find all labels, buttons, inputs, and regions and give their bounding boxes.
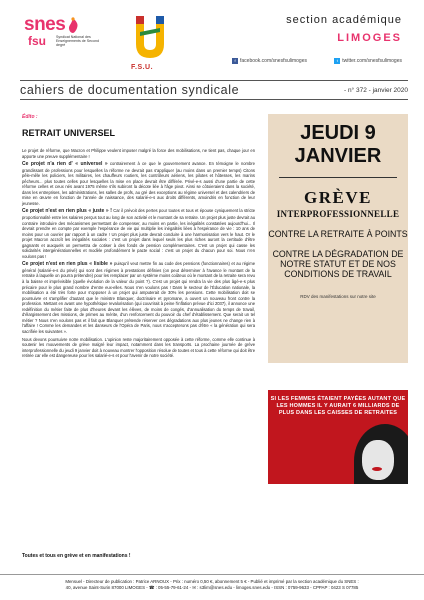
- strike-date: JEUDI 9 JANVIER: [294, 122, 382, 167]
- article-body: [22, 148, 255, 359]
- twitter-link[interactable]: [334, 58, 402, 64]
- strike-subtitle: INTERPROFESSIONNELLE: [276, 209, 400, 219]
- publication-title: cahiers de documentation syndicale: [20, 83, 240, 97]
- syndicat-caption: Syndicat National des Enseignements de Second degré: [56, 35, 99, 48]
- closing-line: Toutes et tous en grève et en manifestations !: [22, 553, 131, 559]
- flame-icon: [66, 16, 80, 34]
- publication-titlebar: [20, 80, 408, 100]
- paragraph-2: [22, 161, 255, 206]
- paragraph-3: [22, 208, 255, 259]
- strike-announcement: [268, 114, 408, 363]
- paragraph-2-lead: Ce projet n'a rien d' « universel »: [22, 161, 108, 168]
- section-label: section académique: [286, 14, 402, 26]
- equal-pay-box: [268, 390, 408, 484]
- limoges-label: LIMOGES: [337, 32, 402, 44]
- paragraph-4-text: puisqu'il veut mettre fin au code des pensions (fonctionnaires) et au régime général (salarié-e-s du privé) qui sont des régimes à prestations définies (on peut déterminer à l'avance le montant de la retraite à laquelle on pourra prétendre) pour les remplacer par un système moins coûteux où le montant de la retraite sera revu à la baisse et imprévisible (quelle évolution de la valeur du point ?). C'est un projet qui rendra la vie des plus âgé-e-s plus précaire pour le plus grand nombre d'entre eux-elles. Nous n'en voulons pas ! Dans le secteur de l'Éducation nationale, la mobilisation a été très forte pour s'opposer à un projet qui amputerait de 30% les pensions. Cette mobilisation doit se poursuivre et s'amplifier d'autant que le ministre Blanquer, doctrinaire et pyromane, a ouvert un nouveau front contre la profession. Mettant en avant une hypothétique revalorisation (qui couvrirait à peine l'inflation prévue d'ici 2037), il annonce une redéfinition du métier faite de plus d'heures devant les élèves, de moins de congés, d'annualisation du temps de travail, d'élargissement des missions, de primes au mérite, d'un renforcement du pouvoir du chef d'établissement. Que serait un tel métier ? Nous n'en voulons pas et il fait que Blanquer prétende réserver ces dégradations aux plus jeunes ne change rien à l'affaire ! Comme les demandes et les danseurs de l'Opéra de Paris, nous n'accepterons pas d'être « la génération qui sera sacrifiée les suivantes ».: [22, 261, 256, 334]
- strike-title: GRÈVE: [304, 188, 372, 207]
- twitter-icon: t: [334, 58, 340, 64]
- twitter-url: twitter.com/snesfsulimoges: [342, 58, 402, 64]
- fsu-logo-text: fsu: [28, 34, 46, 48]
- paragraph-3-lead: Ce projet n'est en rien plus « juste » !: [22, 208, 112, 215]
- fsu-logo-icon: [130, 14, 170, 60]
- facebook-url: facebook.com/snesfsulimoges: [240, 58, 307, 64]
- equal-pay-message: SI LES FEMMES ÉTAIENT PAYÉES AUTANT QUE LES HOMMES IL Y AURAIT 6 MILLIARDS DE PLUS DANS LES CAISSES DE RETRAITES: [270, 396, 406, 416]
- snes-fsu-logo: [22, 12, 99, 56]
- header: [0, 0, 424, 74]
- footer-address: 40, avenue Saint-Surin 87000 LIMOGES - ☎ : 05-55-79-61-24 - ✉ : s3lim@snes.edu - limoges.snes.edu - ISSN : 0759-9633 - CPPAP : 0423 S 07785: [65, 585, 359, 590]
- article-headline: RETRAIT UNIVERSEL: [22, 128, 116, 138]
- editorial-column: [22, 114, 255, 361]
- footer: [0, 574, 424, 600]
- snes-logo-text: snes: [24, 14, 66, 35]
- rdv-note[interactable]: RDV des manifestations sur notre site: [300, 294, 376, 299]
- lips-illustration: [372, 467, 382, 471]
- paragraph-4: [22, 261, 255, 334]
- edito-label: Édito :: [22, 114, 38, 120]
- academic-section: [232, 14, 402, 44]
- divider: [279, 177, 397, 178]
- footer-publisher: Mensuel - Directeur de publication : Patrice ARNOUX - Prix : numéro 0,50 €, abonnement 5 € - Publié et imprimé par la section académique du SNES :: [65, 579, 359, 584]
- strike-column: [268, 114, 408, 484]
- against-pension-points: CONTRE LA RETRAITE À POINTS: [268, 229, 408, 239]
- paragraph-1: Le projet de réforme, que Macron et Philippe veulent imposer malgré la force des mobilisations, ne tient pas, chaque jour en apporte une preuve supplémentaire !: [22, 148, 255, 159]
- fsu-logo: [130, 14, 170, 71]
- woman-face-illustration: [362, 440, 394, 480]
- issue-number: - n° 372 - janvier 2020: [343, 86, 408, 94]
- paragraph-5: Nous devons poursuivre notre mobilisation. L'opinion reste majoritairement opposée à cette réforme, comme elle continue à soutenir les mouvements de grève malgré leur impact, notamment dans les transports. La prochaine journée de grève interprofessionnelle du jeudi 9 janvier doit à nouveau montrer l'opposition résolue de toutes et tous à cette réforme qui doit être retirée car elle est dangereuse pour les salarié-e-s et pour l'avenir de notre société.: [22, 336, 255, 359]
- facebook-icon: f: [232, 58, 238, 64]
- social-links: [232, 58, 402, 64]
- facebook-link[interactable]: [232, 58, 307, 64]
- paragraph-4-lead: Ce projet n'est en rien plus « lisible »: [22, 261, 113, 268]
- against-degradation: CONTRE LA DÉGRADATION DE NOTRE STATUT ET DE NOS CONDITIONS DE TRAVAIL: [272, 249, 404, 279]
- paragraph-2-text: contrairement à ce que le gouvernement avance. En témoigne le nombre grandissant de professions pour lesquelles la réforme ne devrait pas s'appliquer (au moins dans un premier temps) Citons pêle-mêle les policiers, les militaires, les chauffeurs routiers, les contrôleurs aériens, les pilotes et hôtesses, les marins pêcheurs... plus toutes celles pour lesquelles la mise en place devrait être différée. Privé-e-s aussi d'une partie de cette réforme celles et ceux nés avant 1975 même s'ils subiront la décote liée à l'âge pivot. Ainsi se côtoieraient dans la société, dans les entreprises, les administrations, les salles de profs, au gré des exceptions au régime universel et des calendriers de mise en œuvre en fonction de l'année de naissance, des salarié-e-s aux droits différents, amoindris en fonction de leur jeunesse.: [22, 161, 255, 206]
- paragraph-3-text: Car il prévoit des pertes pour toutes et tous et épouse cyniquement la stricte proportionnalité entre les salaires perçus tout au long de son activité et le montant de sa retraite. Un projet plus juste devrait au contraire introduire des mécanismes permettant de compenser, au moins en partie, les inégalités constatées aujourd'hui... Il devrait prendre en compte par exemple l'espérance de vie qui multiplie les inégalités liées à l'espérance de vie : 10 ans de moins pour un ouvrier par rapport à un cadre ! Un projet plus juste devrait conduire à une harmonisation vers le haut. Or le projet Macron accroît les inégalités sociales : c'est un projet dans lequel seuls les plus riches auront la certitude d'être gagnants et auxquels on permettra de cotiser à des fonds de pension complémentaires. C'est un projet qui casse les solidarités intergénérationnelles et modèle profondément le pacte social : c'est un projet du chacun pour soi. Nous n'en voulons pas !: [22, 208, 255, 259]
- fsu-label: F.S.U.: [131, 64, 154, 71]
